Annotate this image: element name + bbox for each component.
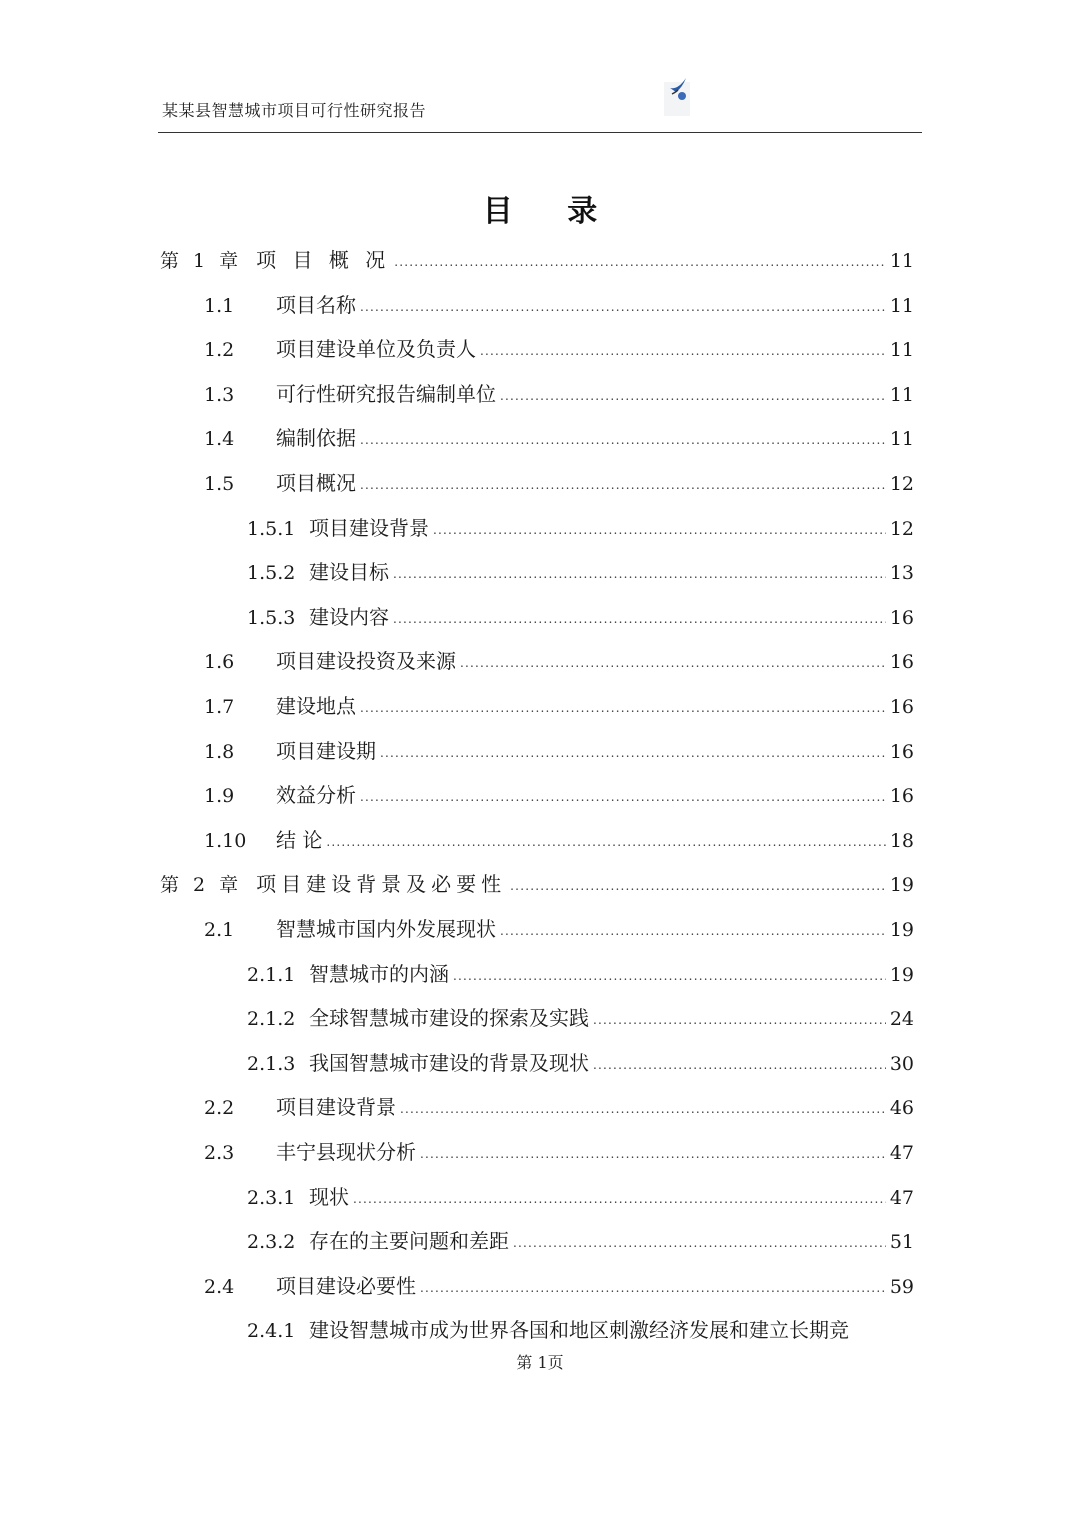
toc-dot-leader [360, 293, 886, 321]
toc-entry-page: 11 [889, 250, 914, 272]
toc-entry-page: 11 [889, 428, 914, 451]
toc-section-entry[interactable] [247, 960, 914, 988]
toc-entry-title: 项目建设必要性 [276, 1273, 416, 1298]
toc-entry-number: 1.5.2 [247, 562, 296, 585]
toc-section-entry[interactable] [204, 781, 914, 809]
toc-entry-number: 1.1 [204, 294, 235, 317]
toc-entry-number: 1.5.3 [247, 606, 296, 629]
toc-entry-number: 1.5 [204, 473, 235, 495]
toc-entry-page: 16 [889, 696, 914, 718]
toc-entry-title: 可行性研究报告编制单位 [276, 381, 496, 406]
toc-dot-leader [393, 605, 886, 633]
toc-entry-title: 智慧城市的内涵 [309, 961, 449, 986]
toc-dot-leader [480, 337, 886, 365]
toc-entry-number: 1.2 [204, 339, 235, 362]
toc-dot-leader [380, 739, 886, 767]
toc-dot-leader [460, 649, 886, 677]
toc-entry-page: 11 [889, 339, 914, 362]
toc-entry-title: 项目建设背景 [276, 1095, 396, 1120]
toc-title: 目 录 [482, 194, 620, 229]
toc-section-entry[interactable] [204, 469, 914, 497]
toc-entry-title: 项目建设单位及负责人 [276, 337, 476, 362]
toc-entry-number: 2.3 [204, 1142, 235, 1164]
toc-entry-page: 47 [889, 1186, 914, 1209]
toc-entry-number: 1.8 [204, 740, 235, 763]
toc-entry-number: 2.1.3 [247, 1052, 296, 1075]
toc-entry-page: 16 [889, 785, 914, 808]
toc-entry-number: 1.10 [204, 829, 247, 852]
toc-dot-leader [326, 828, 885, 856]
toc-section-entry[interactable] [247, 1227, 914, 1255]
toc-entry-number: 1.5.1 [247, 517, 296, 540]
toc-entry-number: 第 2 章 [160, 874, 243, 897]
toc-section-entry[interactable] [204, 647, 914, 675]
toc-entry-page: 18 [889, 829, 914, 852]
toc-entry-number: 2.2 [204, 1097, 235, 1120]
toc-entry-number: 2.1.1 [247, 963, 296, 986]
toc-entry-number: 2.1 [204, 919, 235, 941]
toc-section-entry[interactable] [247, 1004, 914, 1032]
toc-entry-number: 2.4 [204, 1275, 235, 1298]
toc-entry-title: 项目名称 [276, 292, 356, 317]
toc-section-entry[interactable] [204, 1138, 914, 1166]
toc-entry-page: 12 [889, 517, 914, 540]
page-header [158, 96, 922, 133]
toc-entry-title: 建设目标 [309, 560, 389, 585]
toc-entry-page: 11 [889, 294, 914, 317]
toc-dot-leader [360, 471, 886, 499]
toc-entry-title: 项目建设投资及来源 [276, 649, 456, 674]
toc-entry-page: 46 [889, 1097, 914, 1120]
toc-entry-title: 项 目 概 况 [256, 248, 391, 272]
toc-section-entry[interactable] [204, 380, 914, 408]
toc-entry-page: 16 [889, 740, 914, 763]
toc-dot-leader [500, 917, 886, 945]
toc-entry-number: 1.6 [204, 651, 235, 674]
toc-entry-number: 1.9 [204, 785, 235, 808]
toc-entry-page: 30 [889, 1052, 914, 1075]
toc-dot-leader [360, 426, 886, 454]
toc-entry-title: 项目建设期 [276, 738, 376, 763]
toc-dot-leader [420, 1140, 886, 1168]
toc-entry-number: 2.1.2 [247, 1008, 296, 1031]
toc-entry-title: 存在的主要问题和差距 [309, 1229, 509, 1254]
toc-section-entry[interactable] [247, 1316, 914, 1344]
toc-entry-page: 19 [889, 874, 914, 897]
page-number-footer: 第 1页 [516, 1353, 564, 1372]
toc-dot-leader [500, 382, 886, 410]
toc-dot-leader [433, 516, 886, 544]
toc-section-entry[interactable] [204, 826, 914, 854]
toc-section-entry[interactable] [204, 424, 914, 452]
toc-section-entry[interactable] [204, 291, 914, 319]
toc-dot-leader [353, 1185, 886, 1213]
toc-entry-number: 1.7 [204, 696, 235, 718]
toc-dot-leader [360, 694, 886, 722]
toc-chapter-entry[interactable] [160, 870, 914, 898]
toc-dot-leader [400, 1095, 886, 1123]
toc-section-entry[interactable] [247, 603, 914, 631]
toc-entry-title: 项目建设背景及必要性 [256, 872, 507, 897]
toc-section-entry[interactable] [204, 692, 914, 720]
toc-entry-title: 效益分析 [276, 783, 356, 808]
toc-section-entry[interactable] [247, 1049, 914, 1077]
quill-logo-icon [662, 76, 692, 118]
toc-dot-leader [513, 1229, 886, 1257]
toc-section-entry[interactable] [204, 1272, 914, 1300]
toc-section-entry[interactable] [204, 915, 914, 943]
toc-entry-page: 12 [889, 473, 914, 495]
toc-entry-number: 2.3.2 [247, 1231, 296, 1254]
toc-entry-title: 我国智慧城市建设的背景及现状 [309, 1050, 589, 1075]
toc-chapter-entry[interactable] [160, 246, 914, 274]
toc-section-entry[interactable] [204, 1093, 914, 1121]
toc-entry-title: 建设地点 [276, 694, 356, 718]
toc-entry-page: 59 [889, 1275, 914, 1298]
toc-dot-leader [393, 560, 886, 588]
toc-entry-title: 现状 [309, 1184, 349, 1209]
toc-entry-number: 1.4 [204, 428, 235, 451]
toc-section-entry[interactable] [247, 558, 914, 586]
toc-dot-leader [420, 1274, 886, 1302]
toc-dot-leader [593, 1006, 886, 1034]
toc-dot-leader [593, 1051, 886, 1079]
toc-dot-leader [510, 872, 886, 900]
toc-entry-title: 丰宁县现状分析 [276, 1140, 416, 1164]
toc-entry-title: 编制依据 [276, 426, 356, 451]
toc-section-entry[interactable] [247, 1183, 914, 1211]
toc-section-entry[interactable] [247, 514, 914, 542]
toc-dot-leader [394, 248, 886, 276]
toc-entry-page: 13 [889, 562, 914, 585]
toc-entry-title: 建设内容 [309, 604, 389, 629]
toc-entry-title: 项目建设背景 [309, 515, 429, 540]
toc-entry-title: 建设智慧城市成为世界各国和地区刺激经济发展和建立长期竞 [309, 1318, 849, 1343]
toc-entry-number: 2.3.1 [247, 1186, 296, 1209]
toc-dot-leader [453, 962, 886, 990]
toc-entry-number: 1.3 [204, 383, 235, 406]
header-title: 某某县智慧城市项目可行性研究报告 [162, 101, 427, 120]
toc-entry-page: 19 [889, 963, 914, 986]
toc-section-entry[interactable] [204, 335, 914, 363]
toc-dot-leader [360, 783, 886, 811]
toc-entry-title: 项目概况 [276, 471, 356, 495]
toc-section-entry[interactable] [204, 737, 914, 765]
toc-entry-number: 2.4.1 [247, 1320, 296, 1343]
toc-entry-page: 16 [889, 606, 914, 629]
toc-entry-title: 智慧城市国内外发展现状 [276, 917, 496, 941]
toc-entry-page: 19 [889, 919, 914, 941]
toc-entry-title: 结 论 [276, 827, 323, 852]
toc-entry-page: 16 [889, 651, 914, 674]
toc-entry-number: 第 1 章 [160, 250, 243, 272]
toc-entry-page: 24 [889, 1008, 914, 1031]
toc-entry-page: 11 [889, 383, 914, 406]
toc-entry-page: 51 [889, 1231, 914, 1254]
toc-entry-page: 47 [889, 1142, 914, 1164]
toc-entry-title: 全球智慧城市建设的探索及实践 [309, 1006, 589, 1031]
